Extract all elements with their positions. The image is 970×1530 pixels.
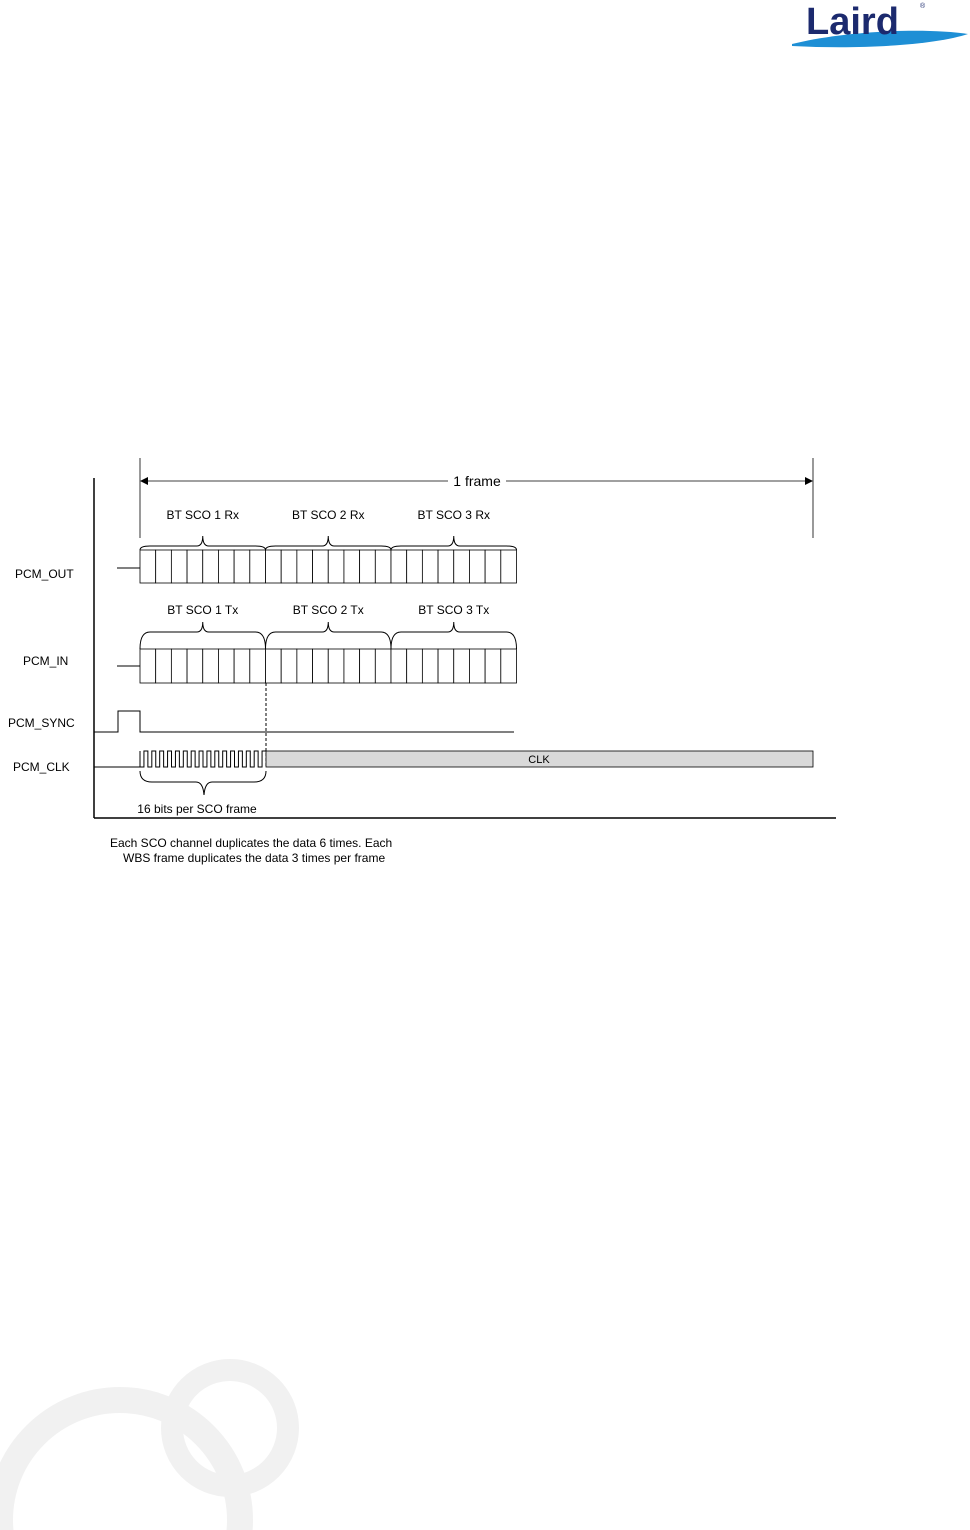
rx-slot xyxy=(140,550,156,583)
tx-slot xyxy=(203,649,219,683)
rx-slot xyxy=(281,550,297,583)
tx-slot xyxy=(422,649,438,683)
rx-slot xyxy=(250,550,266,583)
note-line-1: Each SCO channel duplicates the data 6 times. Each xyxy=(110,836,393,850)
pcm-in-slot-row xyxy=(140,603,517,683)
rx-slot xyxy=(266,550,282,583)
rx-slot xyxy=(422,550,438,583)
pcm-clk-label: PCM_CLK xyxy=(13,760,70,774)
tx-slot xyxy=(297,649,313,683)
tx-slot xyxy=(438,649,454,683)
tx-slot xyxy=(140,649,156,683)
frame-arrow-left-head xyxy=(140,477,148,485)
rx-group-label: BT SCO 1 Rx xyxy=(166,508,239,522)
rx-group-label: BT SCO 2 Rx xyxy=(292,508,365,522)
pcm-clk-waveform xyxy=(140,751,266,767)
rx-slot xyxy=(187,550,203,583)
rx-slot xyxy=(171,550,187,583)
note-line-2: WBS frame duplicates the data 3 times per frame xyxy=(123,851,386,865)
tx-slot xyxy=(407,649,423,683)
tx-slot xyxy=(501,649,517,683)
tx-slot xyxy=(234,649,250,683)
tx-slot xyxy=(360,649,376,683)
rx-slot xyxy=(297,550,313,583)
pcm-out-slot-row xyxy=(140,508,517,583)
rx-slot xyxy=(360,550,376,583)
tx-group-brace xyxy=(391,622,517,649)
rx-group-brace xyxy=(266,536,392,550)
frame-arrow-right-head xyxy=(805,477,813,485)
pcm-timing-diagram xyxy=(0,440,970,880)
tx-slot xyxy=(187,649,203,683)
rx-slot xyxy=(485,550,501,583)
pcm-sync-label: PCM_SYNC xyxy=(8,716,75,730)
rx-slot xyxy=(454,550,470,583)
rx-slot xyxy=(391,550,407,583)
tx-slot xyxy=(171,649,187,683)
pcm-out-label: PCM_OUT xyxy=(15,567,74,581)
tx-slot xyxy=(485,649,501,683)
rx-slot xyxy=(375,550,391,583)
rx-slot xyxy=(218,550,234,583)
bits-label: 16 bits per SCO frame xyxy=(137,802,257,816)
tx-slot xyxy=(218,649,234,683)
tx-group-brace xyxy=(140,622,266,649)
tx-slot xyxy=(313,649,329,683)
logo-text: Laird xyxy=(806,1,899,43)
tx-slot xyxy=(250,649,266,683)
rx-slot xyxy=(438,550,454,583)
frame-label: 1 frame xyxy=(453,473,501,489)
rx-slot xyxy=(234,550,250,583)
rx-group-brace xyxy=(391,536,517,550)
tx-group-label: BT SCO 1 Tx xyxy=(167,603,239,617)
tx-group-brace xyxy=(266,622,392,649)
tx-group-label: BT SCO 3 Tx xyxy=(418,603,490,617)
rx-group-brace xyxy=(140,536,266,550)
rx-slot xyxy=(407,550,423,583)
rx-slot xyxy=(156,550,172,583)
bits-brace xyxy=(140,771,266,795)
tx-slot xyxy=(156,649,172,683)
pcm-in-label: PCM_IN xyxy=(23,654,69,668)
logo-registered-mark: ® xyxy=(920,3,926,10)
clk-bar-label: CLK xyxy=(528,754,550,766)
tx-slot xyxy=(344,649,360,683)
rx-slot xyxy=(469,550,485,583)
tx-slot xyxy=(375,649,391,683)
rx-slot xyxy=(203,550,219,583)
rx-slot xyxy=(328,550,344,583)
tx-slot xyxy=(454,649,470,683)
watermark-circle-large xyxy=(0,1400,240,1530)
tx-slot xyxy=(266,649,282,683)
tx-group-label: BT SCO 2 Tx xyxy=(292,603,364,617)
tx-slot xyxy=(391,649,407,683)
rx-slot xyxy=(313,550,329,583)
watermark-circles xyxy=(0,1340,320,1530)
laird-logo xyxy=(788,0,970,52)
rx-slot xyxy=(344,550,360,583)
tx-slot xyxy=(328,649,344,683)
rx-group-label: BT SCO 3 Rx xyxy=(417,508,490,522)
rx-slot xyxy=(501,550,517,583)
tx-slot xyxy=(281,649,297,683)
pcm-sync-waveform xyxy=(94,711,514,732)
tx-slot xyxy=(469,649,485,683)
